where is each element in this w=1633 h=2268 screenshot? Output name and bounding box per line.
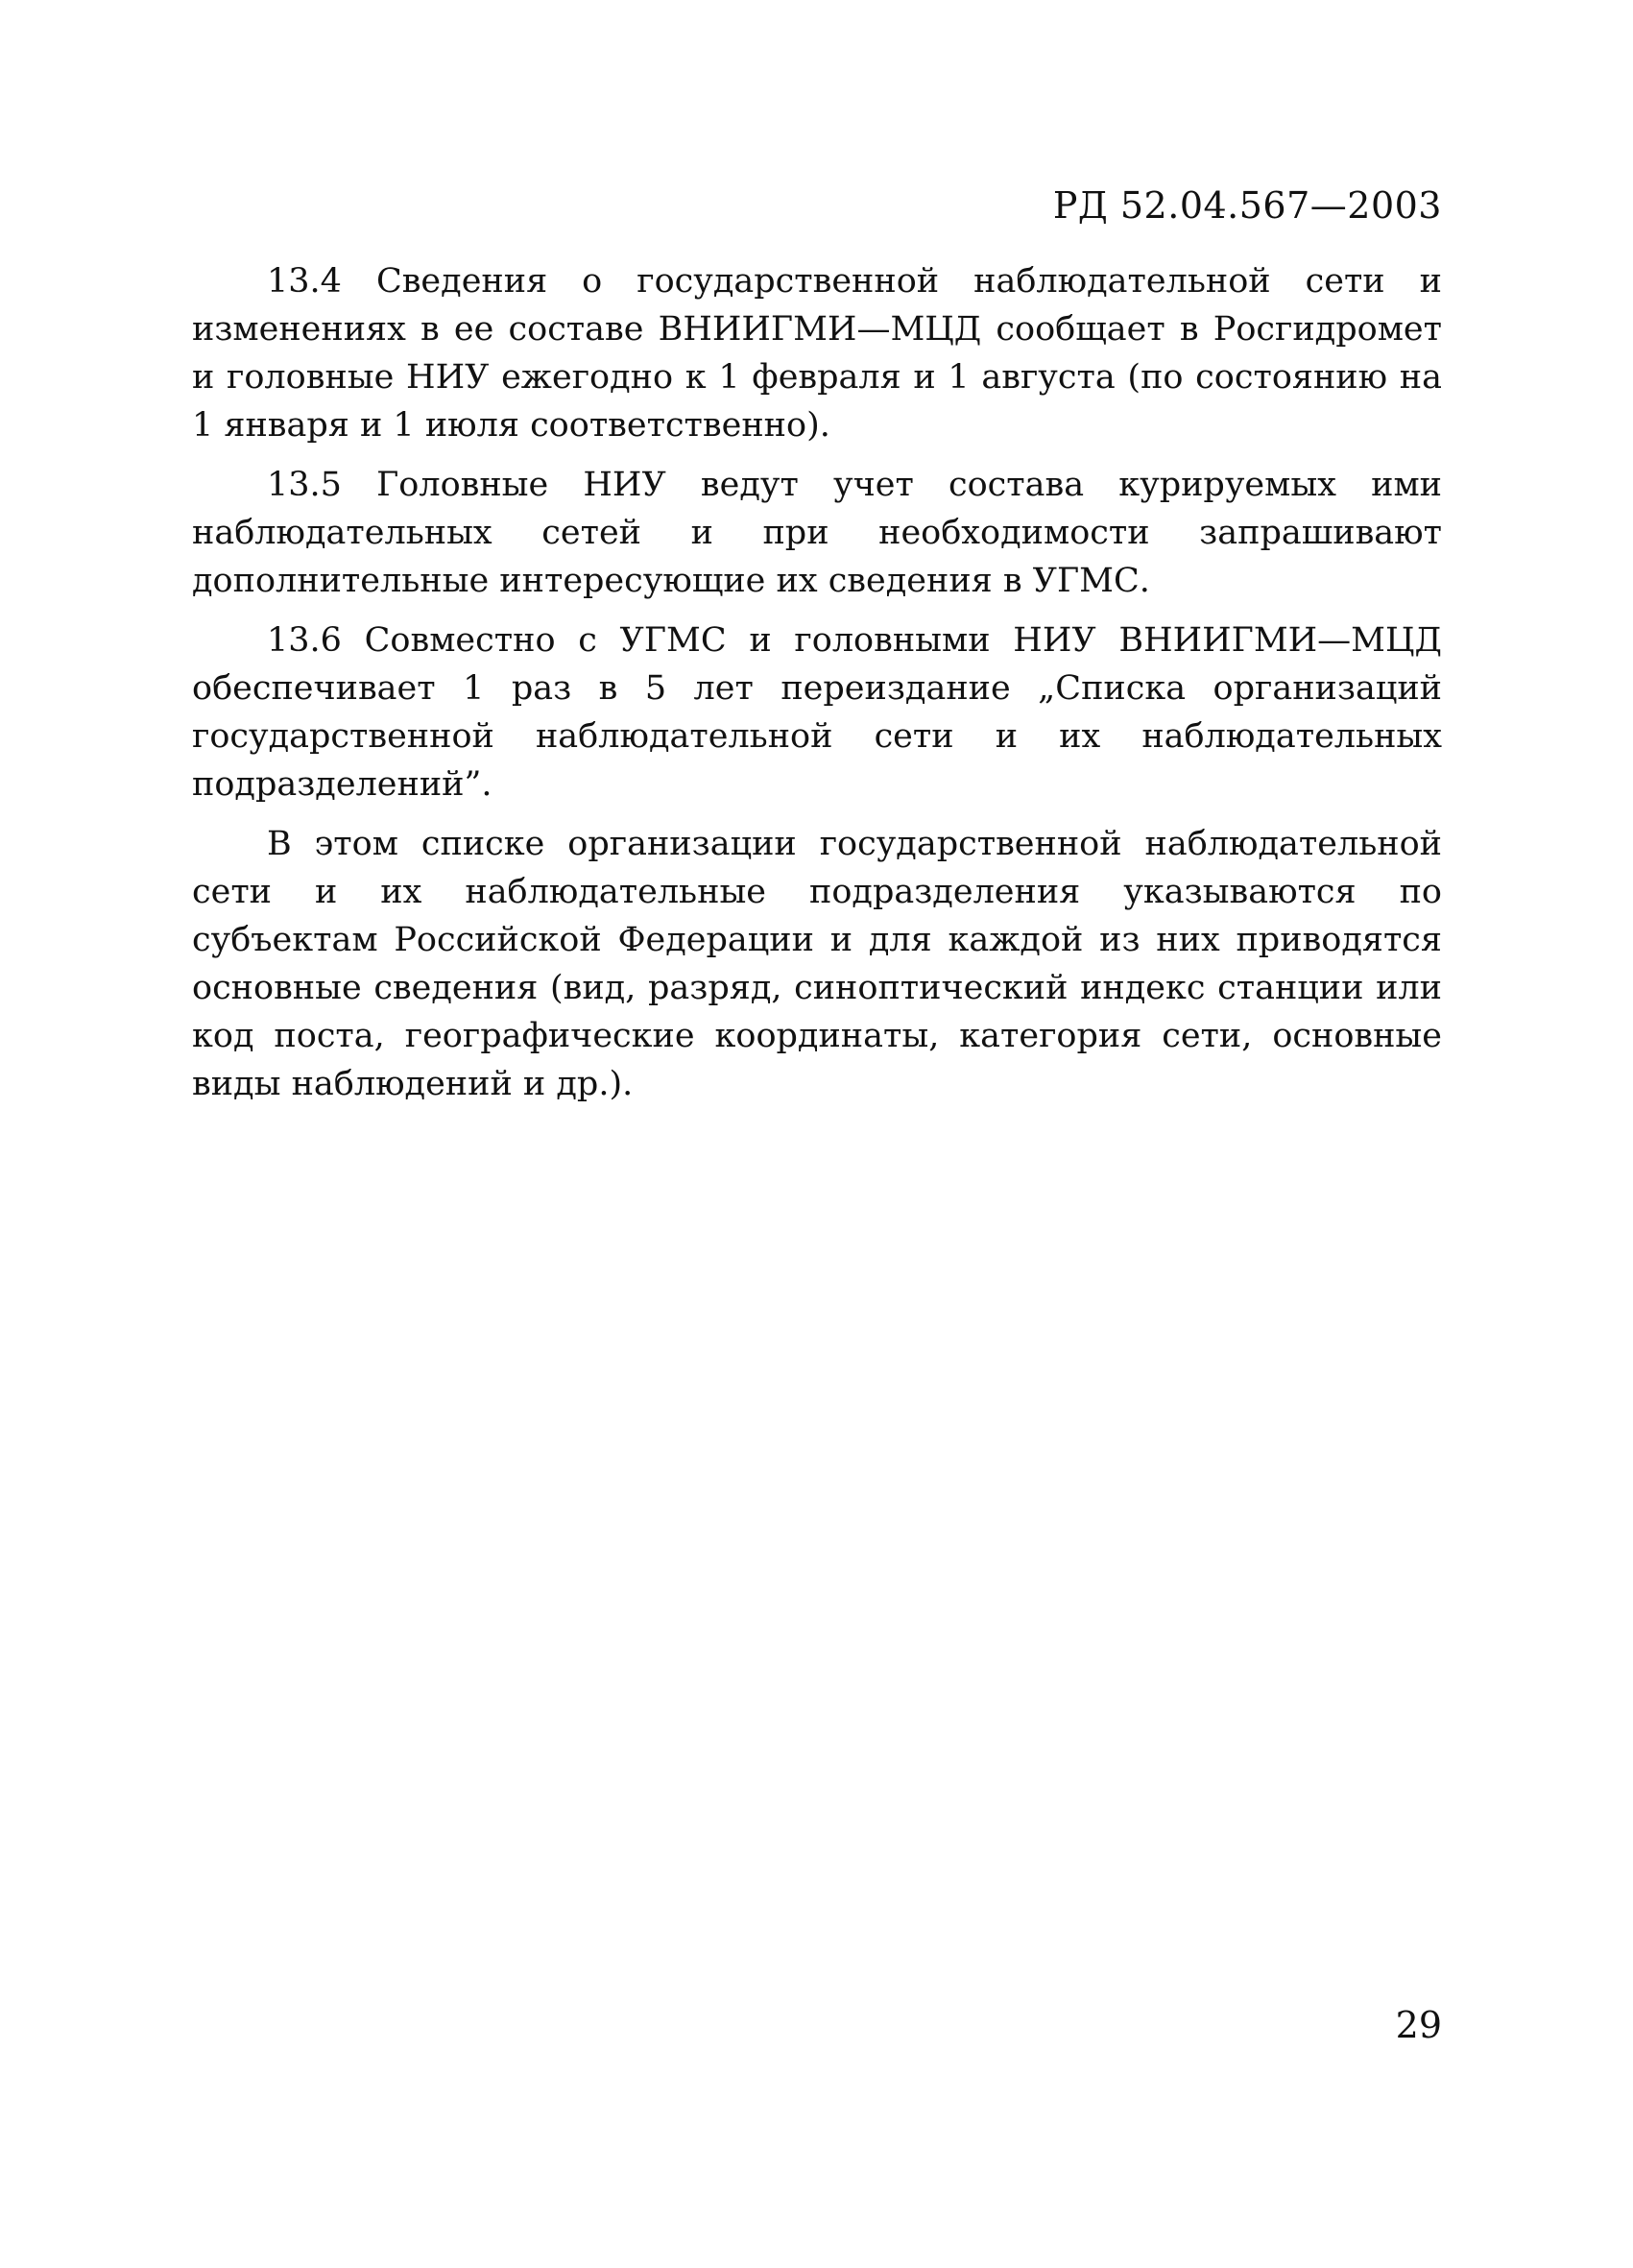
paragraph-list-description: В этом списке организации государственной наблюдательной сети и их наблюдательные подразделения указываются по субъектам Российской Федерации и для каждой из них приводятся основные сведения (вид, разряд, синоптический индекс станции или код поста, географические координаты, категория сети, основные виды наблюдений и др.).	[192, 825, 1442, 1103]
paragraph-13-5: 13.5 Головные НИУ ведут учет состава курируемых ими наблюдательных сетей и при необходимости запрашивают дополнительные интересующие их сведения в УГМС.	[192, 466, 1442, 600]
page-number: 29	[1395, 2004, 1442, 2046]
paragraph-13-6: 13.6 Совместно с УГМС и головными НИУ ВНИИГМИ—МЦД обеспечивает 1 раз в 5 лет переиздание „Списка организаций государственной наблюдательной сети и их наблюдательных подразделений”.	[192, 621, 1442, 804]
document-body	[192, 257, 1442, 1120]
paragraph-13-4: 13.4 Сведения о государственной наблюдательной сети и изменениях в ее составе ВНИИГМИ—МЦД сообщает в Росгидромет и головные НИУ ежегодно к 1 февраля и 1 августа (по состоянию на 1 января и 1 июля соответственно).	[192, 262, 1442, 445]
document-code-header: РД 52.04.567—2003	[1052, 184, 1442, 227]
